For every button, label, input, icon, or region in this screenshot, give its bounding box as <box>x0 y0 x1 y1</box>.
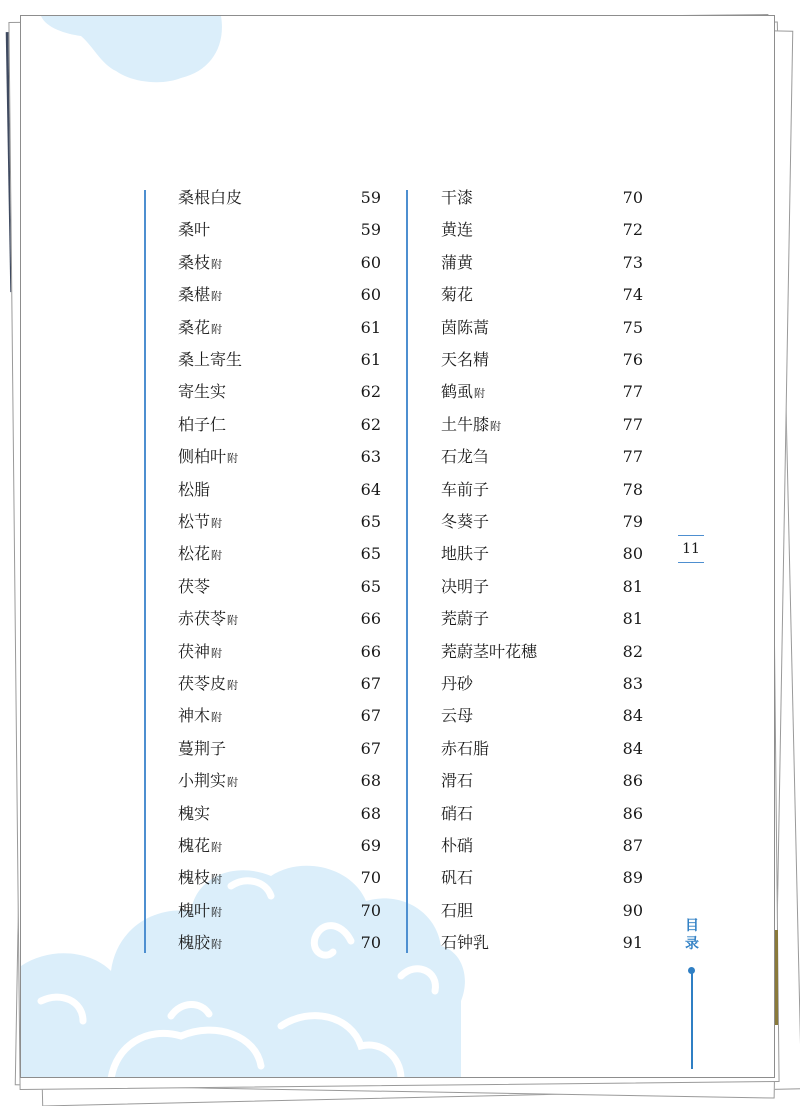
toc-entry-title: 桑上寄生 <box>178 350 243 369</box>
toc-entry-page: 77 <box>622 447 643 467</box>
appendix-marker: 附 <box>211 938 223 952</box>
toc-entry[interactable] <box>178 673 381 695</box>
appendix-marker: 附 <box>474 387 486 401</box>
toc-entry-title: 蔓荆子 <box>178 738 227 758</box>
toc-entry-title: 冬葵子 <box>441 512 490 531</box>
toc-entry-title: 土牛膝附 <box>441 414 502 434</box>
toc-entry[interactable] <box>178 511 381 533</box>
toc-entry-title: 松节附 <box>178 512 223 531</box>
top-cloud-shape <box>41 16 222 82</box>
toc-entry-title: 菊花 <box>441 285 474 305</box>
toc-entry-title: 茯神附 <box>178 641 223 661</box>
toc-entry[interactable] <box>441 543 643 565</box>
toc-entry-page: 78 <box>622 479 643 499</box>
toc-entry[interactable] <box>178 543 381 565</box>
toc-entry[interactable] <box>441 479 643 501</box>
toc-entry-page: 67 <box>360 674 381 693</box>
appendix-marker: 附 <box>211 646 223 660</box>
toc-entry-page: 73 <box>622 252 643 272</box>
toc-entry-title: 寄生实 <box>178 382 227 402</box>
toc-entry-title: 石钟乳 <box>441 933 490 953</box>
appendix-marker: 附 <box>211 905 223 919</box>
toc-entry-page: 75 <box>622 317 643 337</box>
toc-entry-page: 87 <box>622 836 643 855</box>
toc-entry-page: 66 <box>360 609 381 629</box>
toc-entry-title: 黄连 <box>441 220 474 240</box>
toc-entry-title: 云母 <box>441 706 474 726</box>
toc-entry-title: 赤茯苓附 <box>178 609 239 629</box>
bottom-cloud-shape <box>21 866 465 1078</box>
toc-entry-title: 桑根白皮 <box>178 188 243 207</box>
toc-entry[interactable] <box>178 381 381 403</box>
toc-entry-title: 茯苓皮附 <box>178 674 239 693</box>
toc-entry-page: 86 <box>622 803 643 823</box>
toc-entry[interactable] <box>441 381 643 403</box>
toc-entry-page: 77 <box>622 382 643 402</box>
toc-entry-title: 槐实 <box>178 803 211 823</box>
toc-entry-page: 61 <box>360 317 381 337</box>
toc-entry-title: 丹砂 <box>441 674 474 693</box>
toc-entry-page: 81 <box>622 609 643 629</box>
toc-entry-page: 65 <box>360 576 381 596</box>
toc-entry[interactable] <box>441 349 643 371</box>
left-column-rule <box>144 190 146 953</box>
toc-entry-page: 79 <box>622 512 643 531</box>
toc-entry-title: 硝石 <box>441 803 474 823</box>
appendix-marker: 附 <box>211 517 223 530</box>
toc-entry-title: 决明子 <box>441 576 490 596</box>
toc-entry-title: 石龙刍 <box>441 447 490 467</box>
toc-entry[interactable] <box>441 705 643 727</box>
toc-entry[interactable] <box>441 187 643 209</box>
toc-entry[interactable] <box>178 414 381 436</box>
toc-entry-page: 65 <box>360 512 381 531</box>
toc-entry-title: 槐花附 <box>178 836 223 855</box>
toc-entry-page: 68 <box>360 771 381 791</box>
appendix-marker: 附 <box>227 452 239 466</box>
toc-entry[interactable] <box>441 867 643 889</box>
toc-entry-page: 70 <box>360 900 381 920</box>
toc-entry-page: 64 <box>360 479 381 499</box>
toc-entry-title: 侧柏叶附 <box>178 447 239 467</box>
toc-entry[interactable] <box>441 608 643 630</box>
toc-entry[interactable] <box>441 835 643 857</box>
appendix-marker: 附 <box>211 257 223 271</box>
toc-entry[interactable] <box>178 641 381 663</box>
toc-entry[interactable] <box>441 219 643 241</box>
toc-entry[interactable] <box>441 576 643 598</box>
toc-entry-title: 茺蔚茎叶花穗 <box>441 641 538 661</box>
toc-entry-page: 81 <box>622 576 643 596</box>
toc-entry[interactable] <box>441 932 643 954</box>
toc-entry-page: 84 <box>622 738 643 758</box>
toc-entry-title: 桑枝附 <box>178 252 223 272</box>
cloud-decoration <box>21 16 775 1078</box>
toc-entry-page: 84 <box>622 706 643 726</box>
toc-entry[interactable] <box>178 803 381 825</box>
toc-entry[interactable] <box>178 284 381 306</box>
toc-entry[interactable] <box>178 738 381 760</box>
appendix-marker: 附 <box>227 679 239 692</box>
toc-entry-title: 小荆实附 <box>178 771 239 791</box>
toc-entry[interactable] <box>178 835 381 857</box>
section-label: 目录 <box>685 918 699 952</box>
toc-entry[interactable] <box>441 641 643 663</box>
toc-entry-page: 60 <box>360 252 381 272</box>
toc-entry[interactable] <box>178 932 381 954</box>
toc-entry[interactable] <box>178 705 381 727</box>
toc-entry-title: 蒲黄 <box>441 252 474 272</box>
toc-entry-page: 67 <box>360 706 381 726</box>
toc-entry[interactable] <box>441 317 643 339</box>
toc-entry-page: 62 <box>360 414 381 434</box>
toc-entry-title: 赤石脂 <box>441 738 490 758</box>
appendix-marker: 附 <box>227 614 239 628</box>
toc-entry-title: 桑叶 <box>178 220 211 240</box>
toc-entry-page: 86 <box>622 771 643 791</box>
toc-entry[interactable] <box>178 446 381 468</box>
toc-entry-title: 茵陈蒿 <box>441 317 490 337</box>
toc-entry-page: 70 <box>360 868 381 888</box>
appendix-marker: 附 <box>211 873 223 887</box>
appendix-marker: 附 <box>490 419 502 433</box>
toc-entry-page: 63 <box>360 447 381 467</box>
toc-entry-page: 90 <box>622 900 643 920</box>
toc-entry-page: 62 <box>360 382 381 402</box>
toc-entry-page: 80 <box>622 544 643 564</box>
toc-entry[interactable] <box>441 446 643 468</box>
toc-entry-page: 60 <box>360 285 381 305</box>
toc-entry-title: 桑花附 <box>178 317 223 337</box>
toc-entry-title: 松脂 <box>178 479 211 499</box>
toc-entry-title: 滑石 <box>441 771 474 791</box>
toc-entry[interactable] <box>178 576 381 598</box>
toc-entry[interactable] <box>178 252 381 274</box>
toc-entry-page: 65 <box>360 544 381 564</box>
toc-entry-page: 72 <box>622 220 643 240</box>
toc-entry[interactable] <box>441 511 643 533</box>
page-number: 11 <box>678 535 704 563</box>
toc-page <box>20 15 775 1078</box>
toc-entry-title: 鹤虱附 <box>441 382 486 402</box>
toc-entry-title: 神木附 <box>178 706 223 726</box>
toc-entry-title: 槐叶附 <box>178 900 223 920</box>
toc-entry-title: 柏子仁 <box>178 414 227 434</box>
toc-entry[interactable] <box>178 317 381 339</box>
toc-entry-title: 茺蔚子 <box>441 609 490 629</box>
toc-entry-page: 68 <box>360 803 381 823</box>
appendix-marker: 附 <box>211 841 223 854</box>
toc-entry-page: 77 <box>622 414 643 434</box>
toc-entry[interactable] <box>178 900 381 922</box>
toc-entry-page: 74 <box>622 285 643 305</box>
toc-entry-page: 82 <box>622 641 643 661</box>
toc-entry-page: 61 <box>360 350 381 369</box>
toc-entry-page: 89 <box>622 868 643 888</box>
toc-entry-page: 59 <box>360 220 381 240</box>
toc-entry[interactable] <box>441 414 643 436</box>
toc-entry[interactable] <box>441 738 643 760</box>
toc-entry-title: 桑椹附 <box>178 285 223 305</box>
toc-entry[interactable] <box>178 187 381 209</box>
appendix-marker: 附 <box>211 322 223 336</box>
section-marker-line <box>691 973 693 1069</box>
toc-entry-page: 66 <box>360 641 381 661</box>
appendix-marker: 附 <box>211 549 223 563</box>
toc-entry-title: 石胆 <box>441 900 474 920</box>
appendix-marker: 附 <box>211 711 223 725</box>
toc-entry-title: 车前子 <box>441 479 490 499</box>
toc-entry-title: 天名精 <box>441 350 490 369</box>
toc-entry[interactable] <box>178 479 381 501</box>
toc-entry[interactable] <box>178 219 381 241</box>
toc-entry-page: 91 <box>622 933 643 953</box>
toc-entry-title: 松花附 <box>178 544 223 564</box>
toc-entry[interactable] <box>441 252 643 274</box>
toc-entry-title: 茯苓 <box>178 576 211 596</box>
toc-entry[interactable] <box>178 867 381 889</box>
toc-entry-page: 83 <box>622 674 643 693</box>
toc-entry-title: 槐枝附 <box>178 868 223 888</box>
appendix-marker: 附 <box>227 776 239 790</box>
toc-entry[interactable] <box>178 770 381 792</box>
toc-entry[interactable] <box>441 673 643 695</box>
appendix-marker: 附 <box>211 290 223 304</box>
toc-entry-title: 槐胶附 <box>178 933 223 953</box>
toc-entry-title: 干漆 <box>441 188 474 207</box>
toc-entry-title: 朴硝 <box>441 836 474 855</box>
toc-entry-page: 67 <box>360 738 381 758</box>
toc-entry-title: 地肤子 <box>441 544 490 564</box>
toc-entry[interactable] <box>441 900 643 922</box>
toc-entry-page: 70 <box>622 188 643 207</box>
toc-entry[interactable] <box>178 608 381 630</box>
right-column-rule <box>406 190 408 953</box>
toc-entry-page: 69 <box>360 836 381 855</box>
toc-entry-title: 矾石 <box>441 868 474 888</box>
toc-entry[interactable] <box>441 770 643 792</box>
toc-entry[interactable] <box>441 803 643 825</box>
toc-entry-page: 59 <box>360 188 381 207</box>
toc-entry-page: 70 <box>360 933 381 953</box>
toc-entry-page: 76 <box>622 350 643 369</box>
toc-entry[interactable] <box>441 284 643 306</box>
toc-entry[interactable] <box>178 349 381 371</box>
